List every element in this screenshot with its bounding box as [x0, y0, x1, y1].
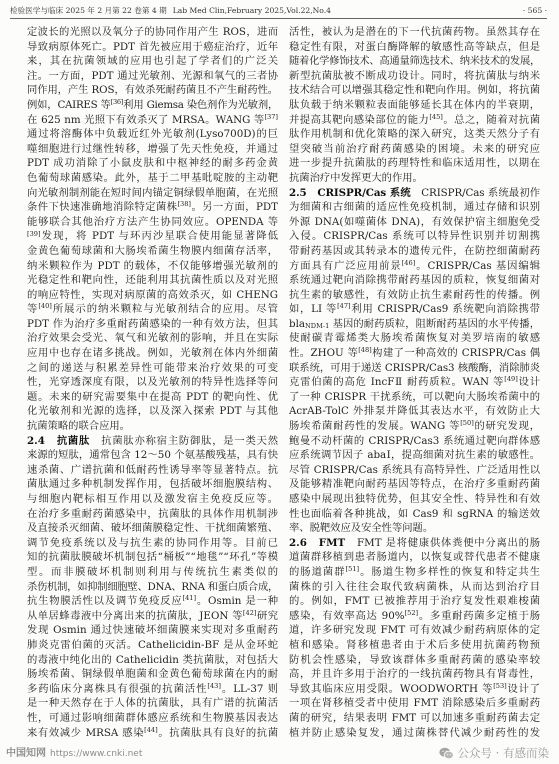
text-line — [289, 98, 540, 113]
text-run: 技术结合可以增强其稳定性和靶向作用。例如，将抗菌 — [289, 84, 540, 97]
text-line — [27, 696, 278, 711]
paragraph — [289, 536, 540, 740]
text-run: 植并防止感染复发，通过菌株替代减少耐药性的发 — [289, 726, 540, 739]
text-run: 定波长的光照以及氧分子的协同作用产生 ROS，进而 — [27, 26, 278, 38]
citation: [49] — [504, 375, 518, 384]
text-run: 。多重耐药菌多定植于肠 — [418, 609, 540, 622]
text-run: 。LL-37 则 — [220, 682, 278, 695]
text-run: 设计了 — [506, 682, 540, 695]
text-line — [27, 302, 278, 317]
text-line — [27, 463, 278, 478]
text-line — [27, 54, 278, 69]
citation: [52] — [404, 608, 419, 617]
text-run: 抗生素的敏感性，有效防止抗生素耐药性的传播。例 — [289, 288, 540, 301]
citation: [40] — [38, 302, 52, 311]
text-run: 肺炎克雷伯菌的灭活。Cathelicidin-BF 是从金环蛇 — [27, 638, 278, 651]
text-run: 的研究发现， — [473, 420, 540, 433]
text-run: 等 — [27, 303, 39, 316]
text-run: 与细胞内靶标相互作用以及激发宿主免疫反应等。 — [27, 493, 278, 505]
citation: [38] — [177, 200, 192, 209]
text-run: 性也面临着各种挑战，如 Cas9 和 sgRNA 的输送效 — [289, 507, 540, 520]
text-line — [289, 346, 540, 361]
text-run: 植和感染。肾移植患者由于术后多使用抗菌药物预 — [289, 638, 540, 651]
text-line — [289, 507, 540, 522]
text-line — [27, 259, 278, 274]
cnki-name: 中国知网 — [6, 748, 46, 759]
text-run: 。抗菌肽具有良好的抗菌 — [157, 726, 278, 739]
text-run: 发现，将 PDT 与环丙沙星联合使用能显著降低 — [40, 230, 278, 243]
citation: [45] — [429, 112, 443, 121]
text-run: 调节免疫系统以及与抗生素的协同作用等。目前已 — [27, 536, 278, 549]
citation: [51] — [345, 565, 360, 574]
text-run: 构建了一种高效的 CRISPR/Cas 偶 — [371, 347, 540, 360]
text-line — [27, 521, 278, 536]
citation: [43] — [207, 681, 221, 690]
text-run: 来有效减少 MRSA 感染 — [27, 726, 145, 739]
text-run: 菌肽通过多种机制发挥作用，包括破坏细胞膜结构、 — [27, 478, 278, 491]
paragraph — [27, 25, 278, 434]
text-line — [27, 317, 278, 332]
text-line — [289, 492, 540, 507]
text-line — [27, 623, 278, 638]
text-run: 同作用，产生 ROS，有效杀死耐药菌且不产生耐药性。 — [27, 84, 278, 97]
text-line — [27, 726, 278, 741]
text-run: 治疗效果会受光、氧气和光敏剂的影响，并且在实际 — [27, 332, 278, 345]
text-line — [27, 142, 278, 157]
text-run: 带耐药基因或其转录本的遗传元件，在防控细菌耐药 — [289, 244, 540, 257]
text-line — [27, 550, 278, 565]
paragraph — [289, 25, 540, 186]
text-run: 导致病原体死亡。PDT 首先被应用于癌症治疗，近年 — [27, 40, 278, 53]
text-line — [289, 536, 540, 551]
citation: [37] — [264, 112, 278, 121]
citation: [46] — [401, 258, 416, 267]
text-line — [289, 200, 540, 215]
text-line — [289, 288, 540, 303]
text-line — [289, 419, 540, 434]
text-run: 。Osmin 是一种 — [196, 595, 278, 608]
text-run: 基因的耐药质粒，阻断耐药基因的水平传播， — [329, 317, 540, 330]
text-line — [27, 83, 278, 98]
citation: [42] — [242, 608, 257, 617]
text-run: 来源的短肽，通常包含 12～50 个氨基酸残基，具有快 — [27, 449, 278, 462]
text-run: 菌株的引入往往会取代致病菌株，从而达到治疗目 — [289, 580, 540, 593]
text-run: 杀伤机制，如抑制细胞壁、DNA、RNA 和蛋白质合成， — [27, 580, 278, 593]
text-run: 色葡萄球菌感染。此外，基于二甲基吡啶胺的主动靶 — [27, 171, 278, 184]
text-run: 抗菌治疗中发挥更大的作用。 — [289, 171, 423, 184]
text-run: 率、脱靶效应及安全性等问题。 — [289, 522, 434, 535]
text-line — [289, 142, 540, 157]
citation: [44] — [144, 725, 158, 734]
text-line — [289, 404, 540, 419]
text-run: PDT 作为治疗多重耐药菌感染的一种有效方法，但其 — [27, 317, 278, 330]
text-run: 性。ZHOU 等 — [289, 347, 359, 360]
text-line — [27, 346, 278, 361]
text-run: 应用中也存在诸多挑战。例如，光敏剂在体内外细菌 — [27, 347, 278, 360]
text-run: PDT 成功消除了小鼠皮肤和中枢神经的耐多药金黄 — [27, 157, 278, 170]
text-run: 通过将溶酶体中负载近红外光敏剂(Lyso700D)的巨 — [27, 128, 278, 141]
text-line — [27, 507, 278, 522]
text-run: 为细菌和古细菌的适应性免疫机制，通过存储和识别 — [289, 201, 540, 214]
text-line — [289, 215, 540, 230]
text-run: 光稳定性和靶向性，还能利用其抗菌性质以及对光照 — [27, 274, 278, 287]
text-run: 高，并且许多用于治疗的一线抗菌药物具有肾毒性， — [289, 668, 540, 681]
running-header — [10, 4, 547, 19]
citation: [39] — [27, 229, 41, 238]
paragraph — [289, 186, 540, 536]
text-run: bla — [289, 317, 306, 330]
text-line — [289, 317, 540, 332]
text-run: 的肠道菌群 — [289, 565, 346, 578]
text-line — [289, 186, 540, 201]
text-line — [27, 682, 278, 697]
text-line — [27, 390, 278, 405]
text-line — [27, 186, 278, 201]
text-run: 能够联合其他治疗方法产生协同效应。OPENDA 等 — [27, 215, 278, 228]
text-line — [289, 302, 540, 317]
text-line — [289, 156, 540, 171]
source-footer — [6, 747, 142, 761]
text-run: 联系统，可用于递送 CRISPR/Cas3 核酸酶，消除肺炎 — [289, 361, 540, 374]
text-line — [289, 521, 540, 536]
text-run: 之间的递送与积累差异性可能带来治疗效果的可变 — [27, 361, 278, 374]
text-run: 肽负载于纳米颗粒表面能够延长其在体内的半衰期， — [289, 98, 540, 111]
text-run: 鲍曼不动杆菌的 CRISPR/Cas3 系统通过靶向群体感 — [289, 434, 540, 447]
text-run: 如，LI 等 — [289, 303, 338, 316]
text-line — [27, 609, 278, 624]
text-line — [289, 609, 540, 624]
text-line — [289, 390, 540, 405]
text-line — [289, 259, 540, 274]
citation: [36] — [110, 98, 124, 107]
wechat-icon — [439, 747, 454, 760]
text-line — [27, 25, 278, 40]
text-line — [27, 69, 278, 84]
text-run: 例如，CAIRES 等 — [27, 98, 111, 111]
text-line — [289, 463, 540, 478]
text-line — [289, 331, 540, 346]
text-line — [27, 273, 278, 288]
text-run: CRISPR/Cas 系统最初作 — [410, 186, 540, 199]
text-run: FMT 是将健康供体粪便中分离出的肠 — [345, 536, 540, 549]
text-run: 尽管 CRISPR/Cas 系统具有高特异性、广泛适用性以 — [289, 463, 540, 476]
text-line — [27, 638, 278, 653]
text-run: 性，可通过影响细菌群体感应系统和生物膜基因表达 — [27, 711, 278, 724]
watermark — [439, 745, 549, 761]
text-run: 所展示的纳米颗粒与光敏剂结合的应用。尽管 — [51, 303, 278, 316]
text-run: 噬细胞进行过继性转移，增强了先天性免疫，并通过 — [27, 142, 278, 155]
text-line — [289, 477, 540, 492]
text-run: 感染中展现出独特优势，但其安全性、特异性和有效 — [289, 493, 540, 505]
text-run: 知的抗菌肽膜破坏机制包括“桶板”“地毯”“环孔”等模 — [27, 551, 278, 564]
text-line — [289, 83, 540, 98]
text-line — [27, 40, 278, 55]
text-run: 在 625 nm 光照下有效杀灭了 MRSA。WANG 等 — [27, 113, 265, 126]
text-run: 的。例如，FMT 已被推荐用于治疗复发性艰难梭菌 — [289, 595, 540, 608]
text-run: 抗生物膜活性以及调节免疫反应 — [27, 595, 183, 608]
text-run: 利用 Giemsa 染色剂作为光敏剂， — [123, 98, 278, 111]
text-run: 。肠道生物多样性的恢复和特定共生 — [359, 565, 540, 578]
text-line — [27, 711, 278, 726]
text-line — [27, 200, 278, 215]
text-line — [289, 594, 540, 609]
text-run: 肠埃希菌耐药性的发展。WANG 等 — [289, 420, 461, 433]
text-run: 新型抗菌肽被不断成功设计。同时，将抗菌肽与纳米 — [289, 69, 540, 82]
text-line — [27, 229, 278, 244]
paragraph — [27, 434, 278, 740]
text-line — [289, 375, 540, 390]
text-run: 稳定性有限，对蛋白酶降解的敏感性高等缺点，但是 — [289, 40, 540, 53]
citation: [50] — [460, 419, 474, 428]
text-run: 抗菌策略的联合应用。 — [27, 420, 130, 433]
text-run: 及能够精准靶向耐药基因等特点，在治疗多重耐药菌 — [289, 478, 540, 491]
text-column-left — [27, 25, 278, 740]
text-line — [27, 580, 278, 595]
text-line — [289, 696, 540, 711]
text-run: 研究 — [256, 609, 278, 622]
text-run: 化光敏剂和光源的选择，以及深入探索 PDT 与其他 — [27, 405, 278, 418]
text-run: 型。而非膜破坏机制则利用与传统抗生素类似的 — [27, 565, 278, 578]
text-line — [289, 40, 540, 55]
text-run: 的响应特性，实现对病原菌的高效杀灭，如 CHENG — [27, 288, 278, 301]
text-run: 肠埃希菌、铜绿假单胞菌和金黄色葡萄球菌在内的耐 — [27, 668, 278, 681]
text-run: 肽作用机制和优化策略的深入研究，这类天然分子有 — [289, 128, 540, 141]
text-line — [289, 434, 540, 449]
text-run: 使耐碳青霉烯类大肠埃希菌恢复对美罗培南的敏感 — [289, 332, 540, 345]
text-column-right — [289, 25, 540, 740]
text-line — [289, 711, 540, 726]
text-run: 了一种 CRISPR 干扰系统，可以靶向大肠埃希菌中的 — [289, 390, 540, 403]
text-run: 注。一方面，PDT 通过光敏剂、光源和氧气的三者协 — [27, 69, 278, 82]
text-line — [27, 594, 278, 609]
text-run: 纳米颗粒作为 PDT 的载体，不仅能够增强光敏剂的 — [27, 259, 278, 272]
text-line — [27, 331, 278, 346]
text-line — [27, 404, 278, 419]
text-line — [289, 726, 540, 741]
text-line — [27, 477, 278, 492]
text-run: 的毒液中纯化出的 Cathelicidin 类抗菌肽，对包括大 — [27, 653, 278, 666]
text-line — [289, 171, 540, 186]
text-run: 防机会性感染，导致该群体多重耐药菌的感染率较 — [289, 653, 540, 666]
section-heading: 2.5 CRISPR/Cas 系统 — [289, 186, 411, 199]
text-line — [27, 361, 278, 376]
text-run: 及直接杀灭细菌、破坏细菌膜稳定性、干扰细菌繁殖、 — [27, 522, 278, 535]
text-line — [289, 448, 540, 463]
text-run: 多药临床分离株具有很强的抗菌活性 — [27, 682, 208, 695]
watermark-text: 公众号 · 有感而染 — [457, 746, 549, 760]
text-line — [289, 580, 540, 595]
text-run: 外源 DNA(如噬菌体 DNA)，有效保护宿主细胞免受 — [289, 215, 540, 228]
text-line — [27, 127, 278, 142]
subscript: NDM-1 — [305, 322, 330, 331]
text-run: 性，光穿透深度有限，以及光敏剂的特异性选择等问 — [27, 376, 278, 389]
text-line — [27, 215, 278, 230]
citation: [41] — [182, 594, 197, 603]
text-line — [27, 171, 278, 186]
text-line — [289, 69, 540, 84]
cnki-url: https://www.cnki.net — [50, 749, 143, 759]
text-run: 一项在肾移植受者中使用 FMT 消除感染后多重耐药 — [289, 697, 540, 710]
text-line — [27, 565, 278, 580]
text-run: 向光敏剂制剂能在短时间内锚定铜绿假单胞菌，在光照 — [27, 186, 278, 199]
text-run: 利用 CRISPR/Cas9 系统靶向消除携带 — [350, 303, 540, 316]
text-line — [27, 536, 278, 551]
text-run: 。CRISPR/Cas 基因编辑 — [415, 259, 540, 272]
page-number: · 565 · — [522, 6, 547, 15]
text-run: 方面具有广泛应用前景 — [289, 259, 402, 272]
text-line — [27, 375, 278, 390]
text-line — [27, 288, 278, 303]
text-line — [289, 623, 540, 638]
text-line — [27, 667, 278, 682]
text-run: 入侵。CRISPR/Cas 系统可以特异性识别并切割携 — [289, 230, 540, 243]
text-run: 题。未来的研究需要集中在提高 PDT 的靶向性、优 — [27, 390, 278, 403]
text-run: 进一步提升抗菌肽的药理特性和临床适用性，以期在 — [289, 157, 540, 170]
text-run: 系统通过靶向消除携带耐药基因的质粒，恢复细菌对 — [289, 274, 540, 287]
text-line — [27, 448, 278, 463]
text-run: AcrAB-TolC 外排泵并降低其表达水平，有效防止大 — [289, 405, 540, 418]
text-line — [289, 638, 540, 653]
text-run: 克雷伯菌的高危 IncFⅡ 耐药质粒。WAN 等 — [289, 376, 505, 389]
text-run: 在治疗多重耐药菌感染中，抗菌肽的具体作用机制涉 — [27, 507, 278, 520]
text-run: 应系统调节因子 abaⅠ，提高细菌对抗生素的敏感性。 — [289, 449, 540, 462]
text-run: 抗菌肽亦称宿主防御肽，是一类天然 — [90, 434, 278, 447]
text-run: 条件下快速准确地消除特定菌株 — [27, 201, 178, 214]
text-line — [289, 127, 540, 142]
text-line — [289, 565, 540, 580]
text-line — [289, 54, 540, 69]
text-run: 菌的研究，结果表明 FMT 可以加速多重耐药菌去定 — [289, 711, 540, 724]
text-run: 道菌群移植到患者肠道内，以恢复或替代患者不健康 — [289, 551, 540, 564]
text-run: 感染，有效率高达 90% — [289, 609, 405, 622]
text-run: 活性，被认为是潜在的下一代抗菌药物。虽然其存在 — [289, 26, 540, 38]
text-run: 发现 Osmin 通过快速破坏细菌膜来实现对多重耐药 — [27, 624, 278, 637]
text-run: 来，其在抗菌领域的应用也引起了学者们的广泛关 — [27, 55, 278, 68]
text-run: 望突破当前治疗耐药菌感染的困境。未来的研究应 — [289, 142, 540, 155]
text-run: 。总之，随着对抗菌 — [442, 113, 540, 126]
text-run: 金黄色葡萄球菌和大肠埃希菌生物膜内细菌存活率， — [27, 244, 278, 257]
text-line — [289, 550, 540, 565]
text-line — [27, 244, 278, 259]
text-run: 速杀菌、广谱抗菌和低耐药性诱导率等显著特点。抗 — [27, 463, 278, 476]
section-heading: 2.6 FMT — [289, 536, 346, 549]
text-line — [289, 229, 540, 244]
journal-title-cn: 检验医学与临床 2025 年 2 月第 22 卷第 4 期 — [10, 6, 167, 15]
text-line — [27, 434, 278, 449]
text-line — [289, 682, 540, 697]
text-run: 是一种天然存在于人体的抗菌肽，具有广谱的抗菌活 — [27, 697, 278, 710]
text-line — [289, 361, 540, 376]
text-line — [27, 113, 278, 128]
text-line — [27, 653, 278, 668]
text-line — [27, 419, 278, 434]
text-line — [289, 653, 540, 668]
text-line — [289, 667, 540, 682]
citation: [48] — [358, 346, 372, 355]
journal-title-en: Lab Med Clin,February 2025,Vol.22,No.4 — [172, 6, 331, 15]
text-run: 道，许多研究发现 FMT 可有效减少耐药病原体的定 — [289, 624, 540, 637]
section-heading: 2.4 抗菌肽 — [27, 434, 91, 447]
text-line — [289, 244, 540, 259]
text-line — [27, 156, 278, 171]
text-run: 随着化学修饰技术、高通量筛选技术、纳米技术的发展， — [289, 55, 540, 68]
citation: [53] — [493, 681, 507, 690]
text-line — [289, 113, 540, 128]
text-run: 。另一方面，PDT — [191, 201, 278, 214]
text-line — [27, 492, 278, 507]
text-line — [289, 25, 540, 40]
text-run: 并提高其靶向感染部位的能力 — [289, 113, 430, 126]
text-line — [289, 273, 540, 288]
text-run: 导致其临床应用受限。WOODWORTH 等 — [289, 682, 494, 695]
text-run: 从单居蜂毒液中分离出来的抗菌肽，JEON 等 — [27, 609, 243, 622]
citation: [47] — [337, 302, 351, 311]
text-line — [27, 98, 278, 113]
journal-info — [10, 4, 331, 18]
text-run: 设计 — [517, 376, 540, 389]
